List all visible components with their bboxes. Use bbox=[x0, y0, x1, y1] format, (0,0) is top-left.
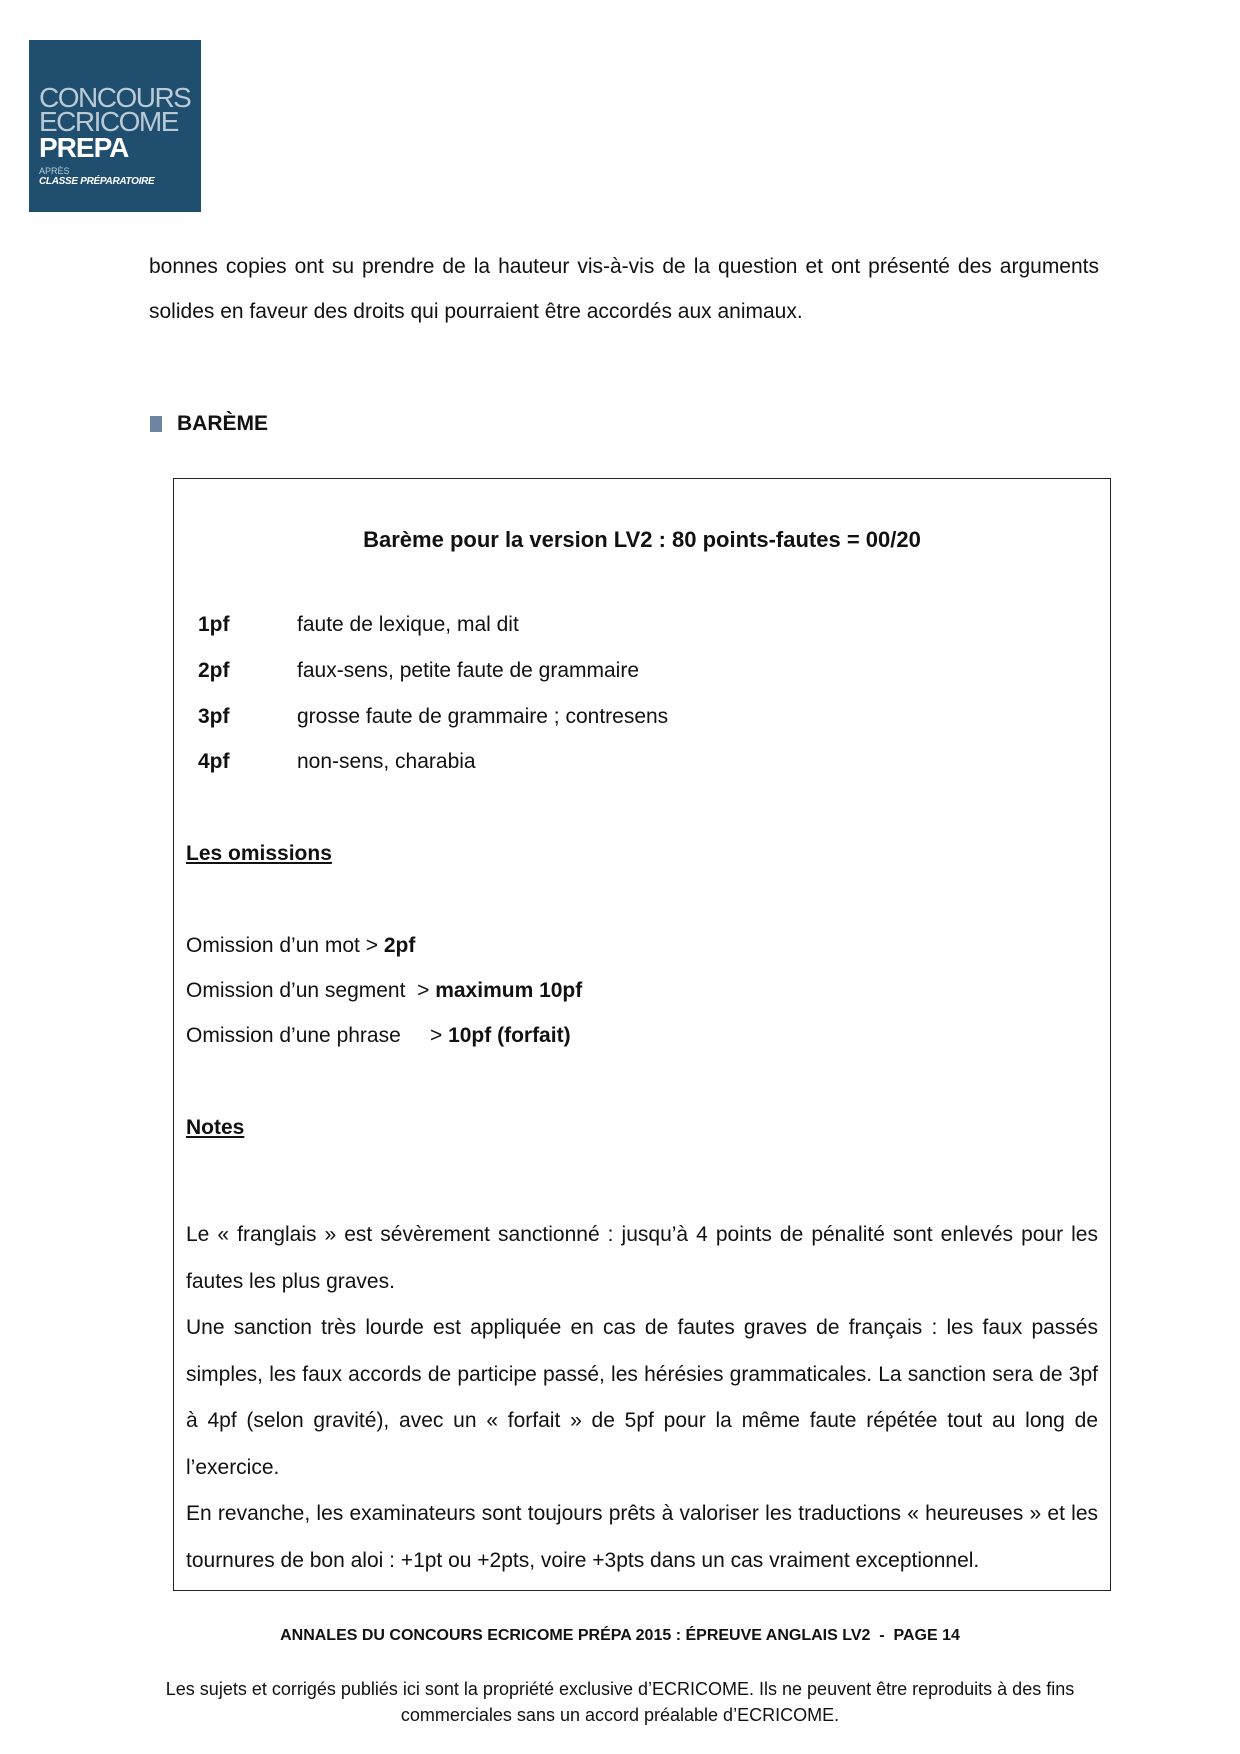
omission-label: Omission d’un segment > bbox=[186, 979, 436, 1002]
square-bullet-icon bbox=[150, 416, 162, 432]
section-heading bbox=[150, 412, 268, 436]
logo-line-prepa: PREPA bbox=[39, 132, 129, 163]
penalty-code: 1pf bbox=[198, 613, 230, 636]
omission-value: 2pf bbox=[383, 934, 416, 957]
penalty-row bbox=[198, 613, 519, 637]
section-heading-label: BARÈME bbox=[177, 412, 269, 435]
bareme-box bbox=[173, 478, 1111, 1591]
penalty-code: 2pf bbox=[198, 659, 230, 682]
omission-value: maximum 10pf bbox=[435, 979, 583, 1002]
penalty-row bbox=[198, 705, 668, 729]
penalty-label: non-sens, charabia bbox=[297, 750, 476, 773]
penalty-label: faute de lexique, mal dit bbox=[297, 613, 519, 636]
logo-line-apres: APRÈS bbox=[39, 166, 70, 176]
ecricome-logo bbox=[29, 40, 201, 212]
logo-line-ecricome: ECRICOME bbox=[39, 106, 178, 137]
bareme-title: Barème pour la version LV2 : 80 points-fautes = 00/20 bbox=[363, 527, 921, 552]
notes-paragraph: Le « franglais » est sévèrement sanctionné : jusqu’à 4 points de pénalité sont enlevés pour les fautes les plus graves. bbox=[186, 1223, 1098, 1293]
notes-heading: Notes bbox=[186, 1116, 245, 1139]
omission-value: 10pf (forfait) bbox=[448, 1024, 571, 1047]
omission-label: Omission d’un mot > bbox=[186, 934, 384, 957]
omissions-heading: Les omissions bbox=[186, 842, 332, 865]
footer-note: Les sujets et corrigés publiés ici sont la propriété exclusive d’ECRICOME. Ils ne peuvent être reproduits à des fins commerciales sans un accord préalable d’ECRICOME. bbox=[165, 1679, 1075, 1725]
penalty-label: faux-sens, petite faute de grammaire bbox=[297, 659, 640, 682]
omission-label: Omission d’une phrase > bbox=[186, 1024, 449, 1047]
logo-line-concours: CONCOURS bbox=[39, 82, 191, 113]
omission-row bbox=[186, 979, 582, 1003]
notes-paragraph: En revanche, les examinateurs sont toujours prêts à valoriser les traductions « heureuses » et les tournures de bon aloi : +1pt ou +2pts, voire +3pts dans un cas vraiment exceptionnel. bbox=[186, 1502, 1098, 1572]
intro-paragraph: bonnes copies ont su prendre de la hauteur vis-à-vis de la question et ont présenté des arguments solides en faveur des droits qui pourraient être accordés aux animaux. bbox=[149, 255, 1099, 323]
logo-line-classe: CLASSE PRÉPARATOIRE bbox=[39, 176, 155, 187]
penalty-label: grosse faute de grammaire ; contresens bbox=[297, 705, 669, 728]
notes-paragraph: Une sanction très lourde est appliquée en cas de fautes graves de français : les faux passés simples, les faux accords de participe passé, les hérésies grammaticales. La sanction sera de 3pf à 4pf (selon gravité), avec un « forfait » de 5pf pour la même faute répétée tout au long de l’exercice. bbox=[186, 1316, 1098, 1479]
omission-row bbox=[186, 1024, 571, 1048]
omission-row bbox=[186, 934, 415, 958]
penalty-code: 3pf bbox=[198, 705, 230, 728]
notes-body bbox=[186, 1212, 1098, 1584]
penalty-row bbox=[198, 659, 639, 683]
footer-title: ANNALES DU CONCOURS ECRICOME PRÉPA 2015 : ÉPREUVE ANGLAIS LV2 - PAGE 14 bbox=[280, 1627, 960, 1644]
penalty-code: 4pf bbox=[198, 750, 230, 773]
penalty-row bbox=[198, 750, 476, 774]
